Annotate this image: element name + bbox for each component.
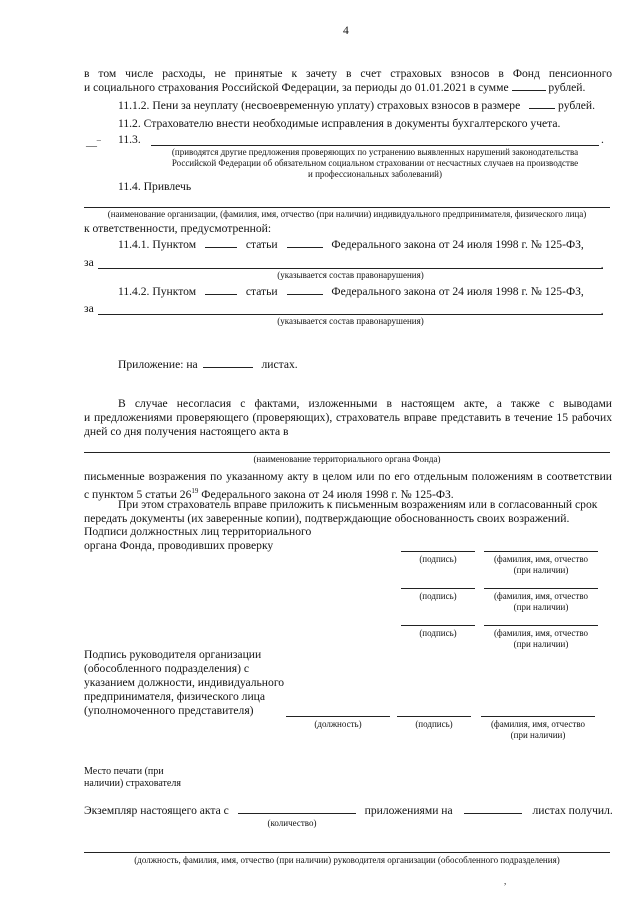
item-11-4-1-point: 11.4.1. Пунктом: [118, 238, 197, 251]
disagree-line-4: письменные возражения по указанному акту в целом или по его отдельным положениям в соответствии: [84, 470, 612, 483]
head-sign-line-5: (уполномоченного представителя): [84, 704, 254, 717]
item-11-3-caption-3: и профессиональных заболеваний): [308, 169, 442, 179]
head-position-caption: (должность): [314, 719, 362, 729]
fund-fio-3-caption-1: (фамилия, имя, отчество: [493, 628, 589, 638]
item-11-4-1-article-blank[interactable]: [287, 238, 323, 248]
penalty-rubles: рублей.: [558, 99, 595, 112]
item-11-4-2: [118, 285, 584, 299]
disagree-line-5b: Федерального закона от 24 июля 1998 г. № 125-ФЗ.: [198, 487, 454, 501]
item-11-4-1-point-blank[interactable]: [205, 238, 237, 248]
rubles-label: рублей.: [548, 81, 586, 94]
item-11-3-caption-2: Российской Федерации об обязательном социальном страховании от несчастных случаев на производстве: [171, 158, 579, 168]
head-fio-caption-2: (при наличии): [510, 730, 566, 740]
footer-caption: (должность, фамилия, имя, отчество (при наличии) руководителя организации (обособленного подразделения): [134, 855, 560, 865]
head-sign-line-4: предпринимателя, физического лица: [84, 690, 265, 703]
fund-sign-2-caption: (подпись): [419, 591, 457, 601]
head-fio-caption-1: (фамилия, имя, отчество: [490, 719, 586, 729]
copy-received-text: Экземпляр настоящего акта с: [84, 804, 229, 817]
corrections-line: 11.2. Страхователю внести необходимые исправления в документы бухгалтерского учета.: [118, 117, 561, 130]
org-name-line[interactable]: [84, 207, 610, 208]
seal-line-2: наличии) страхователя: [84, 778, 181, 789]
item-11-3-end: .: [601, 133, 604, 146]
page-number: 4: [343, 24, 349, 37]
fund-name-caption: (наименование территориального органа Фонда): [253, 454, 441, 464]
item-11-4-2-za: за: [84, 302, 94, 315]
fund-signatures-line-1: Подписи должностных лиц территориального: [84, 525, 312, 538]
disagree-line-5a: с пунктом 5 статьи 26: [84, 487, 192, 501]
head-sign-caption: (подпись): [415, 719, 453, 729]
item-11-4-2-point: 11.4.2. Пунктом: [118, 285, 197, 298]
sum-blank[interactable]: [512, 81, 546, 91]
appendix-line: [118, 358, 298, 372]
head-sign-line-1: Подпись руководителя организации: [84, 648, 262, 661]
appendix-label: Приложение: на: [118, 358, 198, 371]
fund-fio-1-caption-2: (при наличии): [513, 565, 569, 575]
appendix-sheets-label: листах.: [261, 358, 298, 371]
head-fio-line[interactable]: [481, 716, 595, 717]
footer-line[interactable]: [84, 852, 610, 853]
item-11-4-1-za-line[interactable]: [98, 268, 603, 269]
appendix-sheets-blank[interactable]: [203, 358, 253, 368]
margin-mark: —‾: [86, 140, 101, 152]
item-11-4-1-law: Федерального закона от 24 июля 1998 г. № 125-ФЗ,: [331, 238, 584, 251]
disagree-line-3: дней со дня получения настоящего акта в: [84, 425, 289, 438]
head-sign-line-3: указанием должности, индивидуального: [84, 676, 285, 689]
fund-fio-2-caption-2: (при наличии): [513, 602, 569, 612]
item-11-3-line[interactable]: [151, 145, 599, 146]
penalty-line: [118, 99, 595, 113]
disagree-line-6: При этом страхователь вправе приложить к письменным возражениям или в согласованный срок: [118, 498, 598, 511]
disagree-line-1: В случае несогласия с фактами, изложенными в настоящем акте, а также с выводами: [118, 397, 612, 410]
item-11-4-1-article: статьи: [245, 238, 278, 251]
fund-fio-3-line[interactable]: [484, 625, 598, 626]
fund-fio-1-line[interactable]: [484, 551, 598, 552]
fund-sign-2-line[interactable]: [401, 588, 475, 589]
item-11-4-1: [118, 238, 584, 252]
disagree-line-7: передать документы (их заверенные копии), подтверждающие обоснованность своих возражений.: [84, 512, 570, 525]
article-superscript: 19: [191, 487, 199, 495]
item-11-4-2-za-line[interactable]: [98, 314, 603, 315]
disagree-line-2: и предложениями проверяющего (проверяющих), страхователь вправе представить в течение 15 рабочих: [84, 411, 612, 424]
item-11-4-label: 11.4. Привлечь: [118, 180, 192, 193]
fund-name-line[interactable]: [84, 452, 610, 453]
fund-fio-3-caption-2: (при наличии): [513, 639, 569, 649]
fund-sign-1-caption: (подпись): [419, 554, 457, 564]
fund-fio-2-caption-1: (фамилия, имя, отчество: [493, 591, 589, 601]
item-11-4-2-caption: (указывается состав правонарушения): [277, 316, 424, 326]
item-11-4-2-article: статьи: [245, 285, 278, 298]
item-11-4-2-end: .: [601, 306, 604, 316]
expenses-line-1: в том числе расходы, не принятые к зачету в счет страховых взносов в Фонд пенсионного: [84, 67, 612, 80]
item-11-4-1-caption: (указывается состав правонарушения): [277, 270, 424, 280]
item-11-4-2-law: Федерального закона от 24 июля 1998 г. № 125-ФЗ,: [331, 285, 584, 298]
penalty-amount-blank[interactable]: [529, 99, 555, 109]
org-name-caption: (наименование организации, (фамилия, имя, отчество (при наличии) индивидуального предпринимателя, физического лица): [107, 209, 587, 219]
copy-appendix-text: приложениями на: [364, 804, 453, 817]
head-position-line[interactable]: [286, 716, 390, 717]
copy-sheets-blank[interactable]: [464, 804, 522, 814]
seal-line-1: Место печати (при: [84, 766, 164, 777]
item-11-4-2-point-blank[interactable]: [205, 285, 237, 295]
copy-quantity-caption: (количество): [267, 818, 317, 828]
fund-sign-1-line[interactable]: [401, 551, 475, 552]
item-11-3-caption-1: (приводятся другие предложения проверяющих по устранению выявленных нарушений законодательства: [171, 147, 579, 157]
liability-text: к ответственности, предусмотренной:: [84, 222, 272, 235]
fund-fio-1-caption-1: (фамилия, имя, отчество: [493, 554, 589, 564]
penalty-text: 11.1.2. Пени за неуплату (несвоевременную уплату) страховых взносов в размере: [118, 99, 521, 112]
fund-fio-2-line[interactable]: [484, 588, 598, 589]
copy-sheets-text: листах получил.: [532, 804, 613, 817]
item-11-4-1-za: за: [84, 256, 94, 269]
expenses-line-2-text: и социального страхования Российской Федерации, за периоды до 01.01.2021 в сумме: [84, 81, 509, 94]
head-sign-line-2: (обособленного подразделения) с: [84, 662, 249, 675]
item-11-4-1-end: .: [601, 260, 604, 270]
item-11-4-2-article-blank[interactable]: [287, 285, 323, 295]
expenses-line-2: [84, 81, 585, 95]
copy-quantity-blank[interactable]: [238, 804, 356, 814]
copy-received-line: [84, 804, 613, 818]
item-11-3-label: 11.3.: [118, 133, 141, 146]
fund-sign-3-caption: (подпись): [419, 628, 457, 638]
head-sign-line[interactable]: [397, 716, 471, 717]
stray-mark: ,: [504, 876, 507, 886]
fund-signatures-line-2: органа Фонда, проводивших проверку: [84, 539, 274, 552]
fund-sign-3-line[interactable]: [401, 625, 475, 626]
